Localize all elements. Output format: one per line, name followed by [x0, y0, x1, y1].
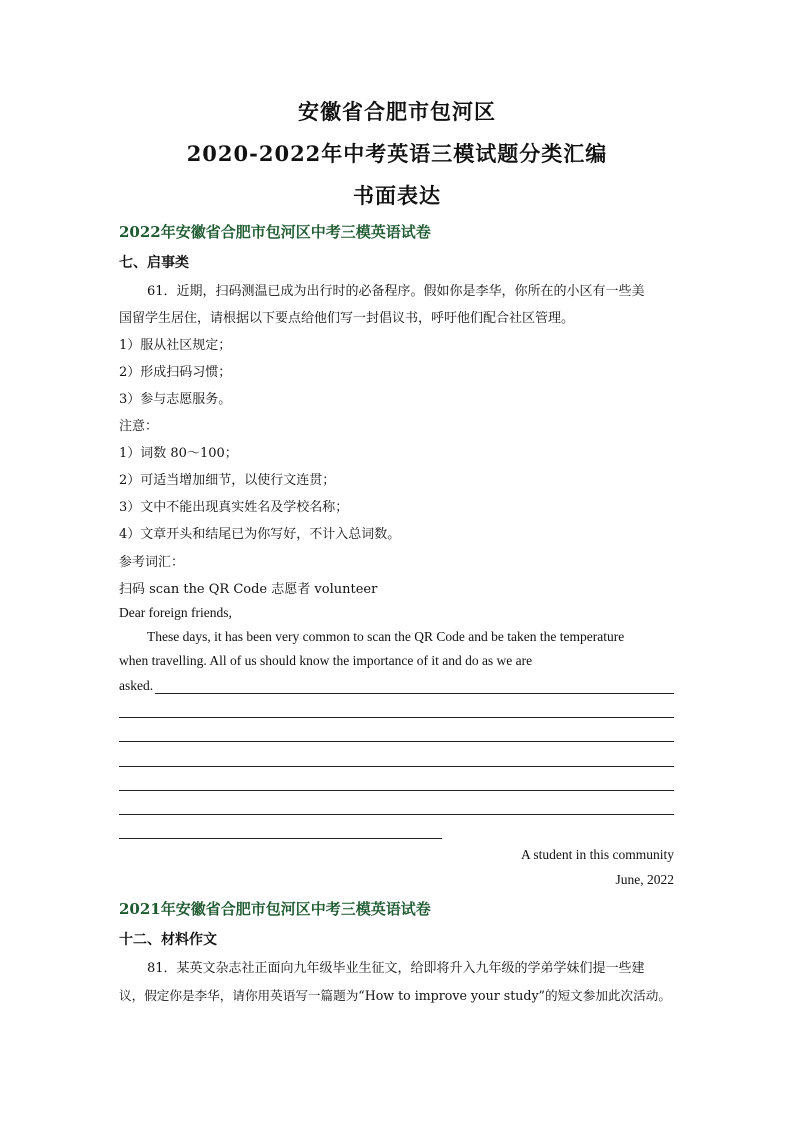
note-item: 1）词数 80～100；	[119, 446, 238, 461]
doc-title-region: 安徽省合肥市包河区	[298, 99, 496, 124]
section-heading-2022: 2022年安徽省合肥市包河区中考三模英语试卷	[119, 223, 431, 241]
note-item: 4）文章开头和结尾已为你写好，不计入总词数。	[119, 527, 401, 542]
vocab-label: 参考词汇：	[119, 555, 185, 570]
note-item: 3）文中不能出现真实姓名及学校名称；	[119, 500, 349, 515]
point-item: 1）服从社区规定；	[119, 338, 232, 353]
answer-line	[119, 814, 674, 815]
answer-line	[155, 693, 674, 694]
vocab-list: 扫码 scan the QR Code 志愿者 volunteer	[119, 582, 378, 597]
letter-body-line1: These days, it has been very common to scan the QR Code and be taken the temperature	[147, 629, 625, 644]
part-heading: 七、启事类	[119, 255, 189, 271]
question-61-line1: 61．近期，扫码测温已成为出行时的必备程序。假如你是李华，你所在的小区有一些美	[147, 284, 645, 299]
section-heading-2021: 2021年安徽省合肥市包河区中考三模英语试卷	[119, 900, 431, 918]
letter-signature: A student in this community	[520, 847, 674, 862]
answer-line	[119, 838, 442, 839]
answer-line	[119, 766, 674, 767]
answer-line	[119, 717, 674, 718]
letter-greeting: Dear foreign friends,	[119, 605, 232, 620]
question-81-line2: 议，假定你是李华，请你用英语写一篇题为“How to improve your study”的短文参加此次活动。	[119, 988, 671, 1003]
point-item: 3）参与志愿服务。	[119, 392, 232, 407]
letter-body-line3: asked.	[119, 678, 154, 693]
question-81-line1: 81．某英文杂志社正面向九年级毕业生征文，给即将升入九年级的学弟学妹们提一些建	[147, 961, 645, 976]
doc-title-series: 2020-2022年中考英语三模试题分类汇编	[186, 141, 608, 166]
note-item: 2）可适当增加细节，以使行文连贯；	[119, 473, 336, 488]
part-heading: 十二、材料作文	[119, 932, 217, 948]
point-item: 2）形成扫码习惯；	[119, 365, 232, 380]
letter-date: June, 2022	[615, 872, 674, 887]
note-label: 注意：	[119, 419, 159, 434]
answer-line	[119, 790, 674, 791]
question-61-line2: 国留学生居住，请根据以下要点给他们写一封倡议书，呼吁他们配合社区管理。	[119, 311, 575, 326]
answer-line	[119, 741, 674, 742]
doc-title-topic: 书面表达	[353, 183, 441, 208]
letter-body-line2: when travelling. All of us should know the importance of it and do as we are	[119, 653, 533, 668]
